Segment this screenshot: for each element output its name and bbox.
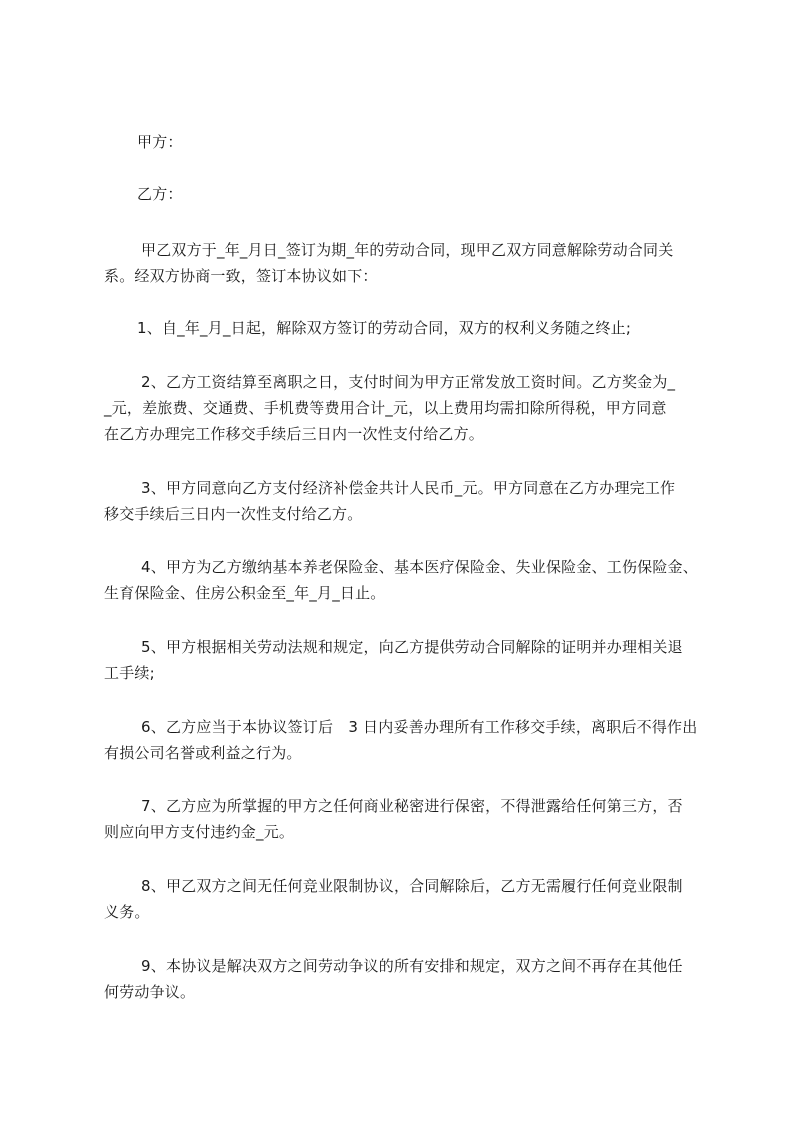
- clause-9-line-2: 何劳动争议。: [104, 983, 196, 1001]
- clause-2-line-3: 在乙方办理完工作移交手续后三日内一次性支付给乙方。: [104, 425, 485, 443]
- clause-4-line-2: 生育保险金、住房公积金至_年_月_日止。: [104, 584, 386, 602]
- party-b-label: 乙方：: [137, 185, 183, 203]
- clause-9-line-1: 9、本协议是解决双方之间劳动争议的所有安排和规定，双方之间不再存在其他任: [141, 957, 683, 975]
- intro-line-2: 系。经双方协商一致，签订本协议如下：: [104, 267, 378, 285]
- clause-3-line-1: 3、甲方同意向乙方支付经济补偿金共计人民币_元。甲方同意在乙方办理完工作: [141, 479, 676, 497]
- clause-7-line-1: 7、乙方应为所掌握的甲方之任何商业秘密进行保密，不得泄露给任何第三方，否: [141, 797, 683, 815]
- clause-3-line-2: 移交手续后三日内一次性支付给乙方。: [104, 505, 363, 523]
- intro-line-1: 甲乙双方于_年_月日_签订为期_年的劳动合同，现甲乙双方同意解除劳动合同关: [141, 241, 674, 259]
- clause-6-line-2: 有损公司名誉或利益之行为。: [104, 744, 302, 762]
- clause-5-line-1: 5、甲方根据相关劳动法规和规定，向乙方提供劳动合同解除的证明并办理相关退: [141, 638, 683, 656]
- clause-8-line-2: 义务。: [104, 903, 150, 921]
- clause-5-line-2: 工手续;: [104, 664, 155, 682]
- clause-7-line-2: 则应向甲方支付违约金_元。: [104, 823, 295, 841]
- clause-4-line-1: 4、甲方为乙方缴纳基本养老保险金、基本医疗保险金、失业保险金、工伤保险金、: [141, 558, 698, 576]
- clause-6-line-1: 6、乙方应当于本协议签订后 3 日内妥善办理所有工作移交手续，离职后不得作出: [141, 718, 698, 736]
- clause-2-line-1: 2、乙方工资结算至离职之日，支付时间为甲方正常发放工资时间。乙方奖金为_: [141, 373, 676, 391]
- clause-1-line-1: 1、自_年_月_日起，解除双方签订的劳动合同，双方的权利义务随之终止;: [137, 319, 632, 337]
- party-a-label: 甲方：: [137, 133, 183, 151]
- clause-8-line-1: 8、甲乙双方之间无任何竞业限制协议，合同解除后，乙方无需履行任何竞业限制: [141, 877, 683, 895]
- clause-2-line-2: _元，差旅费、交通费、手机费等费用合计_元，以上费用均需扣除所得税，甲方同意: [104, 399, 667, 417]
